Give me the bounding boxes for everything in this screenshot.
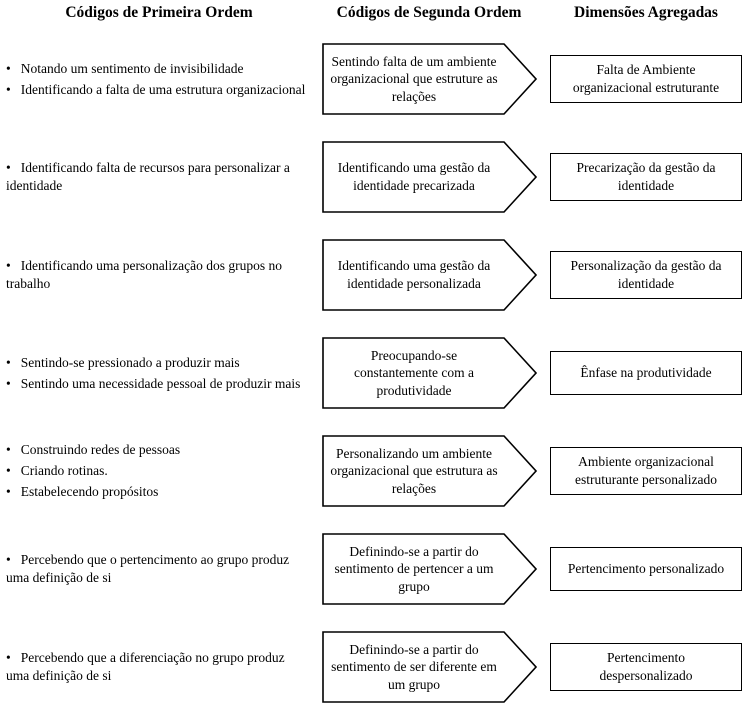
dimension-cell [540,547,752,591]
first-order-codes [0,156,318,198]
first-order-text: Notando um sentimento de invisibilidade [20,60,244,76]
second-order-arrow [322,337,537,409]
first-order-item [6,441,308,459]
aggregate-dimension-text: Pertencimento personalizado [567,561,725,577]
aggregate-dimension-text: Precarização da gestão da identidade [576,160,716,193]
first-order-codes [0,254,318,296]
second-order-arrow [322,533,537,605]
second-order-code: Definindo-se a partir do sentimento de pertencer a um grupo [334,543,494,594]
first-order-text: Construindo redes de pessoas [20,442,181,458]
first-order-item [6,257,308,293]
diagram-row-2 [0,128,752,226]
dimension-cell [540,447,752,494]
second-order-arrow [322,43,537,115]
second-order-cell [318,435,540,507]
aggregate-dimension-box [550,643,742,690]
first-order-item [6,551,308,587]
second-order-code: Identificando uma gestão da identidade personalizada [337,258,491,291]
second-order-header: Códigos de Segunda Ordem [336,4,522,21]
second-order-code: Identificando uma gestão da identidade precarizada [337,160,491,193]
first-order-codes [0,548,318,590]
first-order-codes [0,57,318,102]
first-order-item [6,81,308,99]
second-order-cell [318,631,540,703]
aggregate-dimension-text: Ênfase na produtividade [580,365,712,381]
bullet-marker: • [6,650,11,666]
bullet-marker: • [6,258,11,274]
second-order-code: Sentindo falta de um ambiente organizacional que estruture as relações [330,53,498,104]
aggregate-dimension-box [550,351,742,395]
first-order-codes [0,646,318,688]
first-order-item [6,375,308,393]
diagram-row-1 [0,30,752,128]
diagram-row-6 [0,520,752,618]
bullet-marker: • [6,60,11,76]
aggregate-dimension-box [550,447,742,494]
aggregate-dimension-text: Personalização da gestão da identidade [570,258,722,291]
first-order-header: Códigos de Primeira Ordem [65,4,253,21]
aggregate-dimension-box [550,547,742,591]
dimension-cell [540,251,752,298]
first-order-text: Identificando falta de recursos para personalizar a identidade [6,160,290,193]
diagram-row-4 [0,324,752,422]
bullet-marker: • [6,442,11,458]
second-order-code: Definindo-se a partir do sentimento de ser diferente em um grupo [331,641,497,692]
first-order-text: Estabelecendo propósitos [20,483,159,499]
first-order-text: Percebendo que o pertencimento ao grupo produz uma definição de si [6,552,290,585]
second-order-code: Preocupando-se constantemente com a produtividade [354,347,474,398]
bullet-marker: • [6,81,11,97]
diagram-row-3 [0,226,752,324]
second-order-cell [318,239,540,311]
aggregate-dimension-text: Pertencimento despersonalizado [599,650,693,683]
first-order-item [6,159,308,195]
first-order-text: Identificando a falta de uma estrutura organizacional [20,81,306,97]
second-order-cell [318,43,540,115]
aggregate-dimension-box [550,251,742,298]
aggregate-dimension-text: Ambiente organizacional estruturante personalizado [574,454,718,487]
dimensions-header: Dimensões Agregadas [574,4,718,21]
second-order-cell [318,141,540,213]
second-order-cell [318,533,540,605]
first-order-item [6,483,308,501]
dimension-cell [540,643,752,690]
dimension-cell [540,351,752,395]
aggregate-dimension-text: Falta de Ambiente organizacional estruturante [572,62,720,95]
aggregate-dimension-box [550,55,742,102]
diagram-row-7 [0,618,752,716]
second-order-arrow [322,435,537,507]
second-order-arrow [322,239,537,311]
diagram-row-5 [0,422,752,520]
first-order-item [6,354,308,372]
first-order-codes [0,438,318,503]
second-order-arrow [322,141,537,213]
second-order-code: Personalizando um ambiente organizacional que estrutura as relações [330,445,498,496]
bullet-marker: • [6,552,11,568]
first-order-item [6,649,308,685]
first-order-item [6,462,308,480]
bullet-marker: • [6,375,11,391]
first-order-codes [0,351,318,396]
first-order-text: Criando rotinas. [20,463,108,479]
dimension-cell [540,153,752,200]
dimension-cell [540,55,752,102]
aggregate-dimension-box [550,153,742,200]
bullet-marker: • [6,354,11,370]
first-order-item [6,60,308,78]
second-order-cell [318,337,540,409]
second-order-arrow [322,631,537,703]
first-order-text: Percebendo que a diferenciação no grupo produz uma definição de si [6,650,285,683]
first-order-text: Sentindo-se pressionado a produzir mais [20,354,240,370]
first-order-text: Sentindo uma necessidade pessoal de produzir mais [20,375,301,391]
bullet-marker: • [6,483,11,499]
bullet-marker: • [6,160,11,176]
column-headers [0,4,752,30]
first-order-text: Identificando uma personalização dos grupos no trabalho [6,258,283,291]
bullet-marker: • [6,463,11,479]
